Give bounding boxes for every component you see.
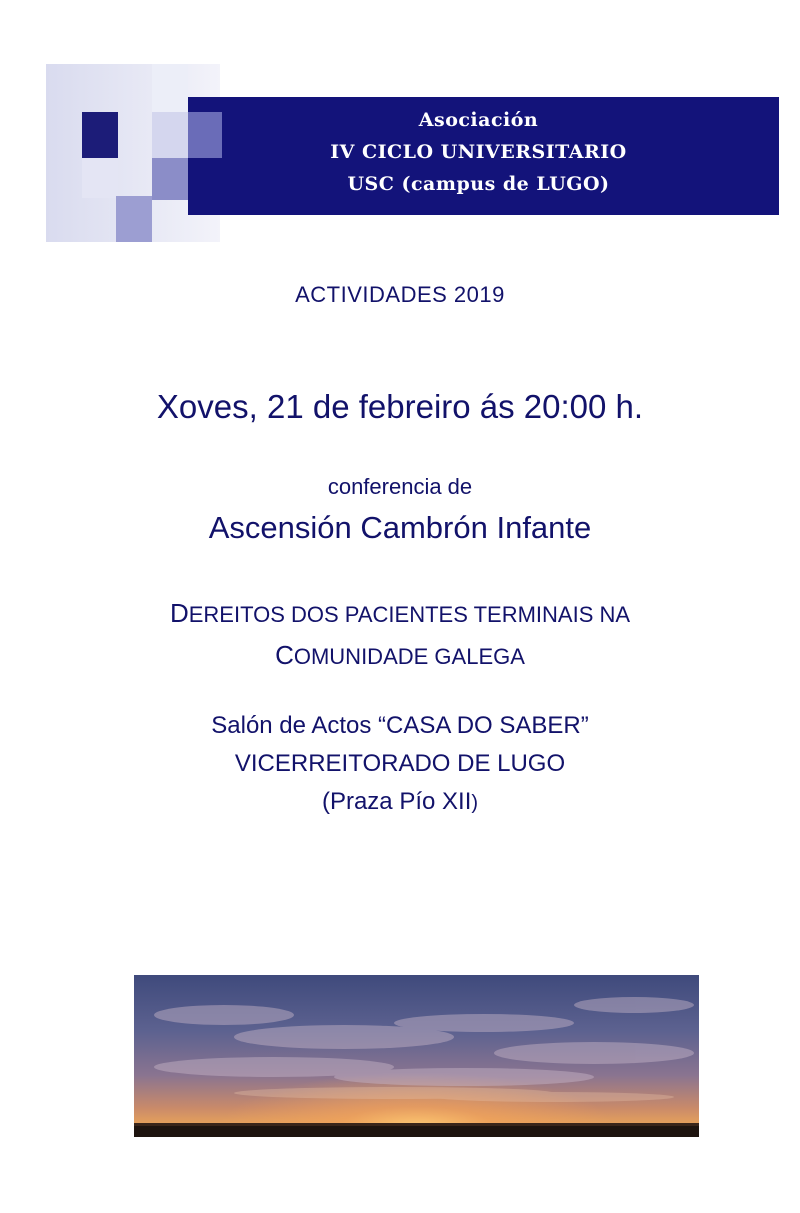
- association-line-2: IV CICLO UNIVERSITARIO: [330, 141, 627, 163]
- venue-address-close: ): [471, 792, 479, 814]
- header-decor-square: [82, 112, 118, 158]
- conference-title-line-2: [0, 640, 800, 671]
- venue-address: (Praza Pío XII: [321, 788, 472, 815]
- venue-line-2: VICERREITORADO DE LUGO: [234, 750, 566, 777]
- association-name: [188, 104, 779, 200]
- header-decor-square: [82, 158, 118, 198]
- association-line-3: USC (campus de LUGO): [347, 173, 610, 195]
- title-initial: D: [169, 598, 189, 628]
- conference-intro: conferencia de: [327, 474, 473, 499]
- title-rest: EREITOS DOS PACIENTES TERMINAIS NA: [188, 602, 631, 627]
- title-rest: OMUNIDADE GALEGA: [293, 644, 525, 669]
- conference-title-line-1: [0, 598, 800, 629]
- title-initial: C: [275, 640, 294, 670]
- sunset-illustration: [134, 975, 699, 1137]
- venue-line-1: Salón de Actos “CASA DO SABER”: [211, 712, 589, 739]
- venue-line-3: [0, 788, 800, 816]
- activities-heading: ACTIVIDADES 2019: [295, 282, 505, 307]
- event-date: Xoves, 21 de febreiro ás 20:00 h.: [156, 388, 644, 425]
- sunset-landscape-image: [134, 975, 699, 1137]
- speaker-name: Ascensión Cambrón Infante: [208, 510, 592, 545]
- header-decor-square: [116, 196, 152, 242]
- association-line-1: Asociación: [418, 109, 539, 131]
